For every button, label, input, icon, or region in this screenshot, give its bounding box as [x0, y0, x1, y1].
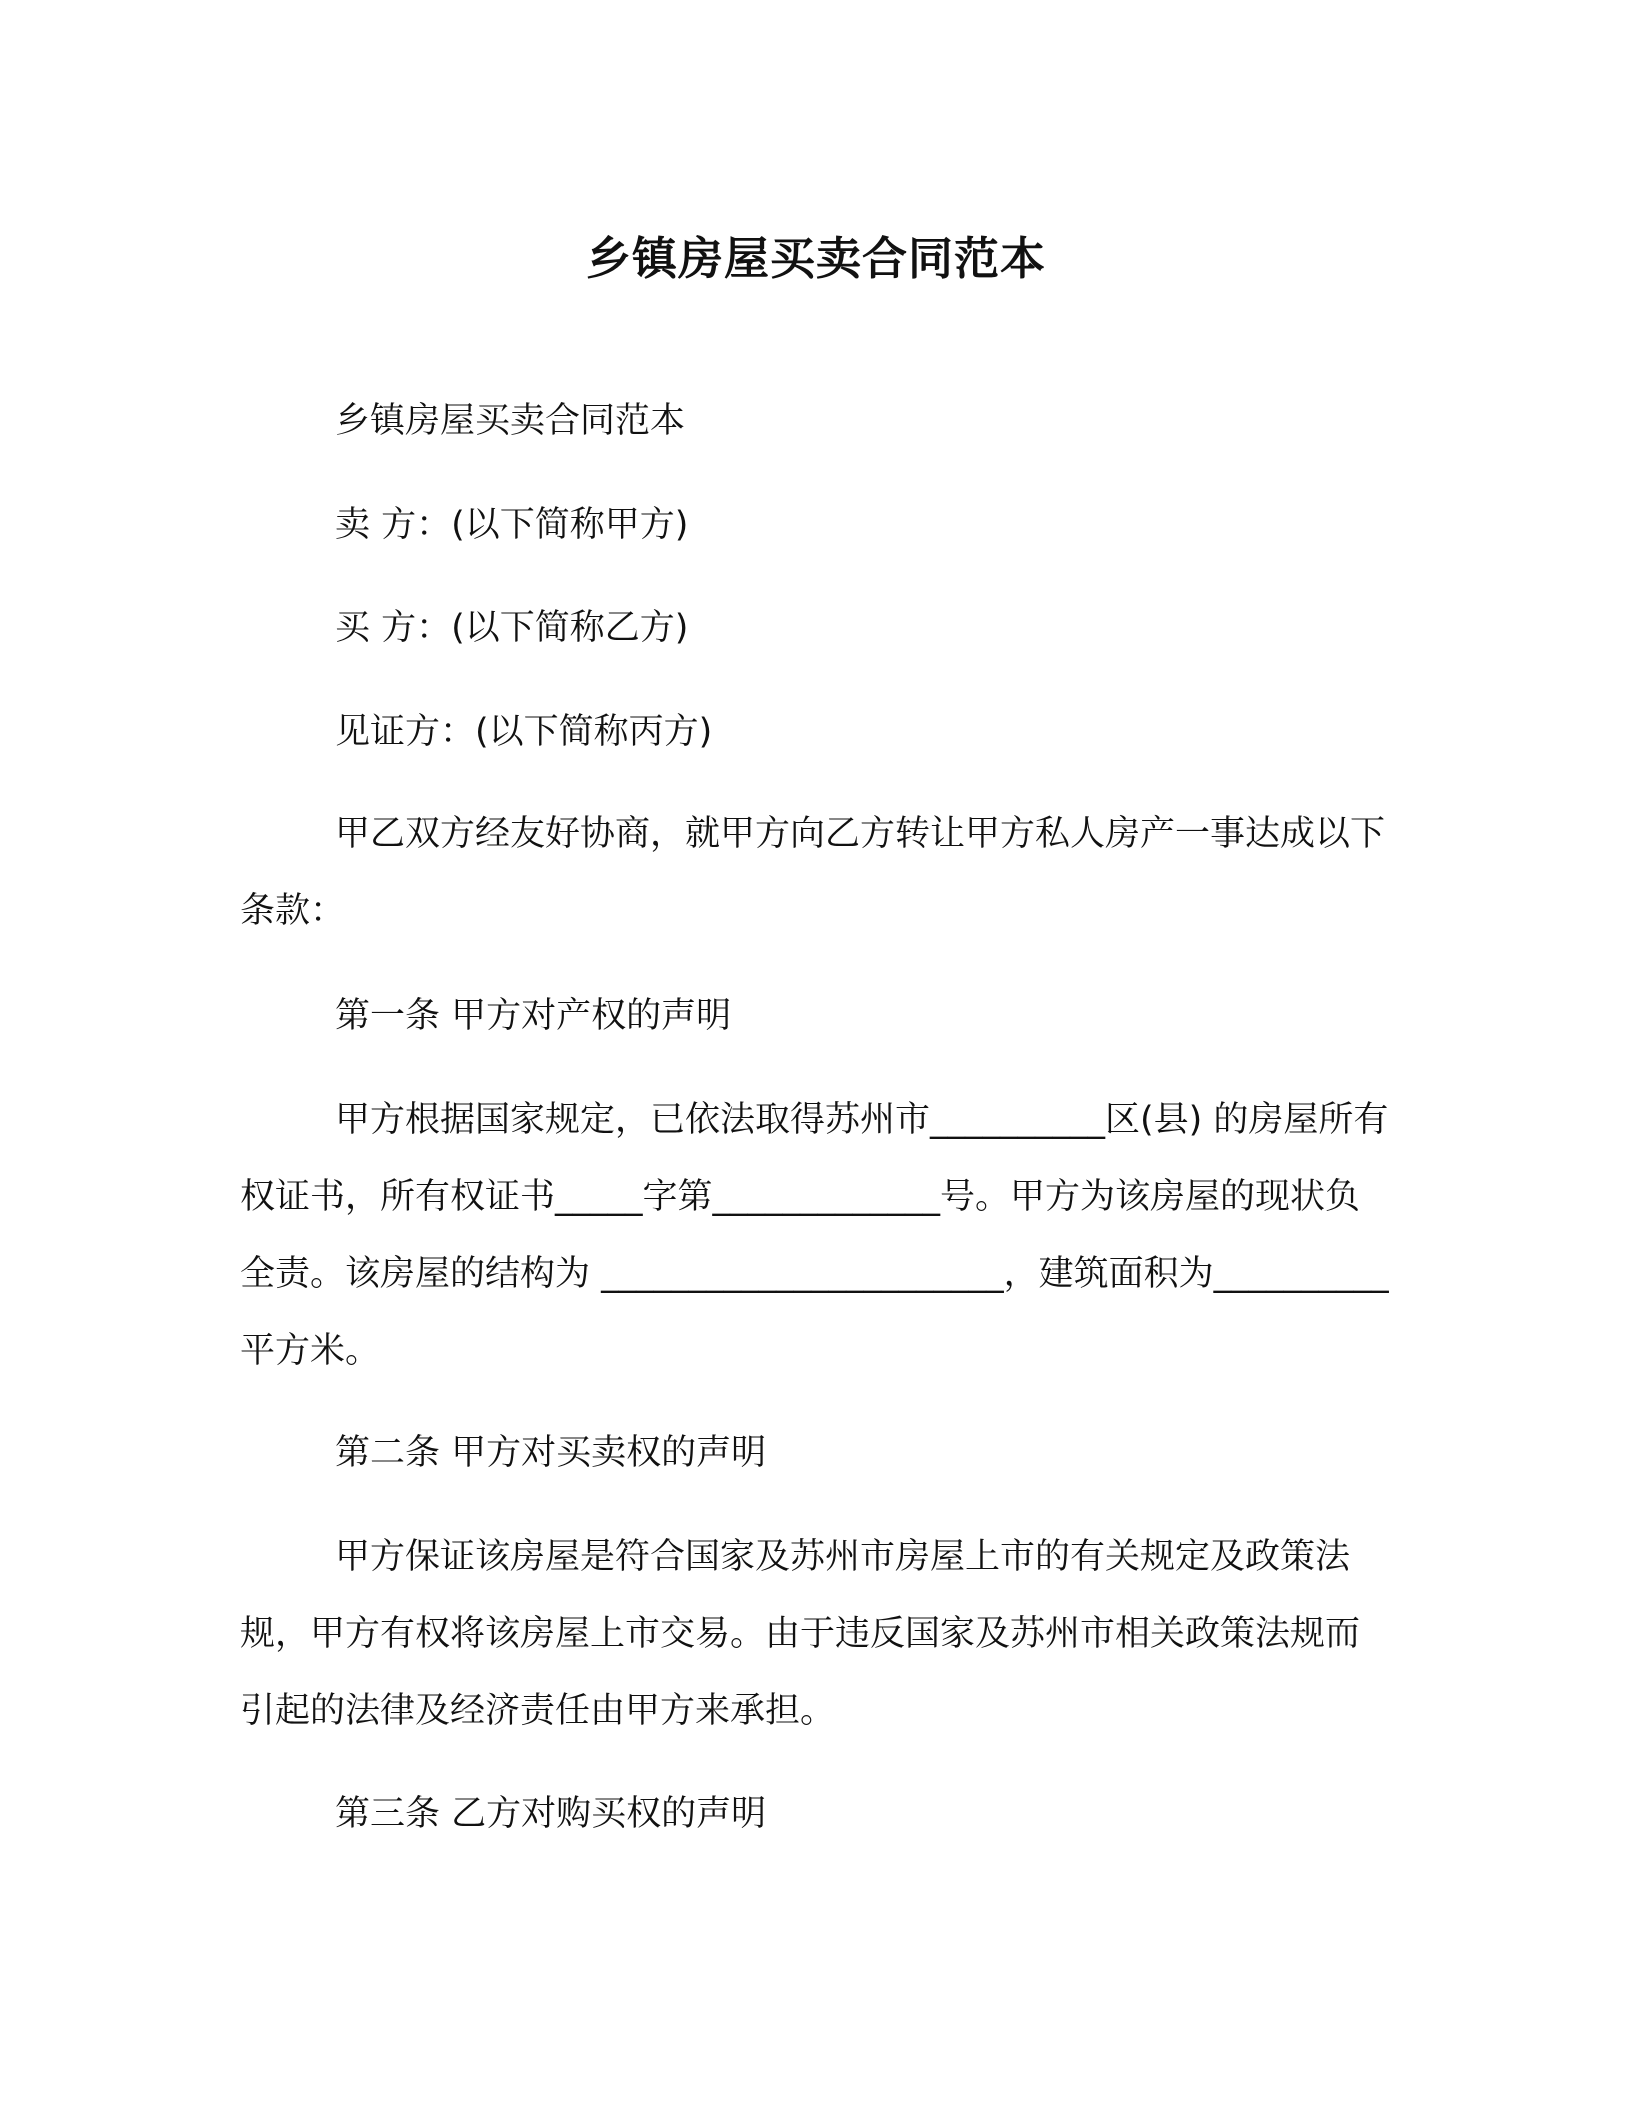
document-subtitle: 乡镇房屋买卖合同范本 [335, 401, 686, 441]
article-1-heading: 第一条 甲方对产权的声明 [335, 996, 732, 1036]
buyer-line: 买 方：(以下简称乙方) [335, 608, 689, 648]
article-2-heading: 第二条 甲方对买卖权的声明 [335, 1433, 767, 1473]
document-title: 乡镇房屋买卖合同范本 [585, 232, 1046, 285]
witness-line: 见证方：(以下简称丙方) [335, 712, 713, 752]
article-2-body: 甲方保证该房屋是符合国家及苏州市房屋上市的有关规定及政策法规，甲方有权将该房屋上市交易。由于违反国家及苏州市相关政策法规而引起的法律及经济责任由甲方来承担。 [240, 1537, 1361, 1731]
seller-line: 卖 方：(以下简称甲方) [335, 505, 689, 545]
intro-paragraph: 甲乙双方经友好协商，就甲方向乙方转让甲方私人房产一事达成以下条款： [240, 814, 1386, 931]
article-1-body: 甲方根据国家规定，已依法取得苏州市__________区(县) 的房屋所有权证书，所有权证书_____字第_____________号。甲方为该房屋的现状负全责。该房屋的结构为 _______________________，建筑面积为__________平方米。 [240, 1100, 1389, 1371]
article-3-heading: 第三条 乙方对购买权的声明 [335, 1794, 767, 1834]
